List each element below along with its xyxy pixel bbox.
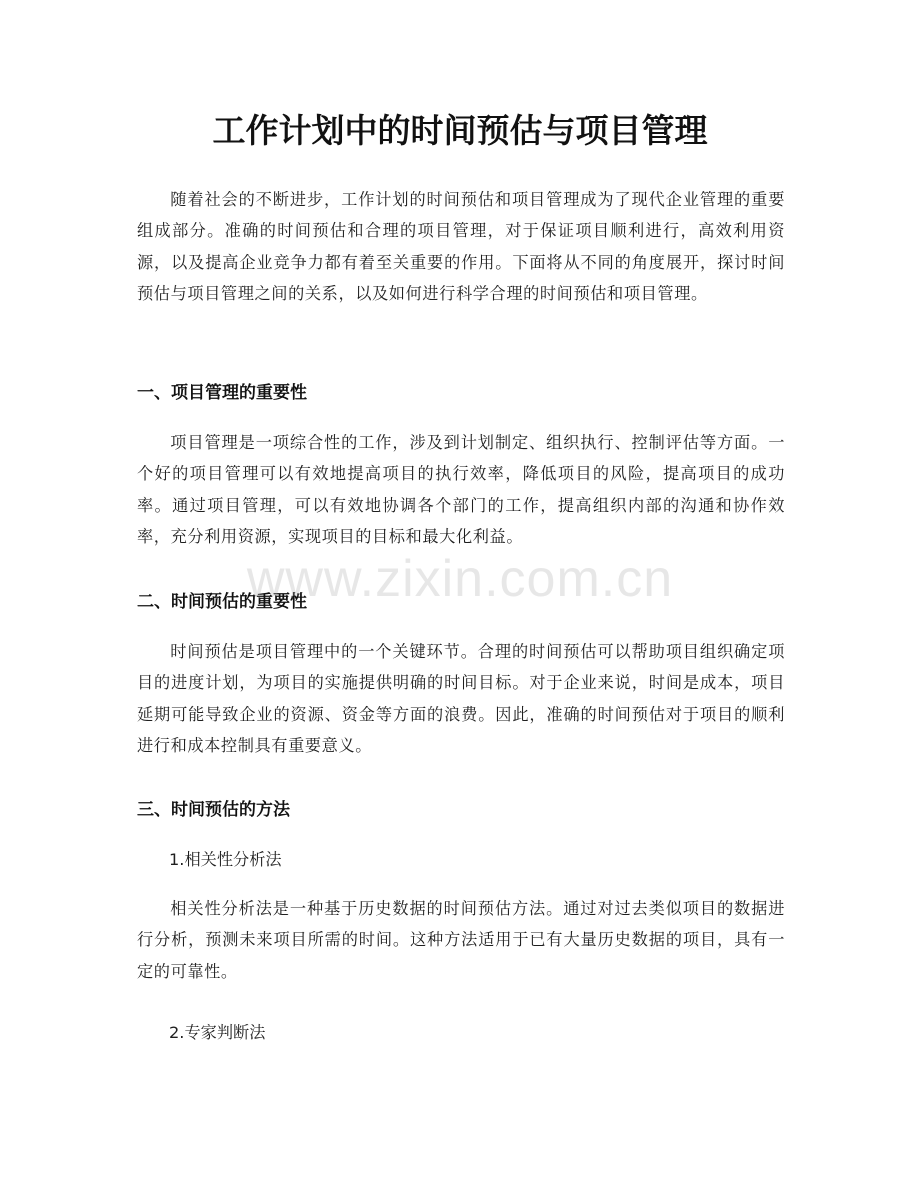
intro-text: 随着社会的不断进步，工作计划的时间预估和项目管理成为了现代企业管理的重要组成部分。准确的时间预估和合理的项目管理，对于保证项目顺利进行，高效利用资源，以及提高企业竞争力都有着至关重要的作用。下面将从不同的角度展开，探讨时间预估与项目管理之间的关系，以及如何进行科学合理的时间预估和项目管理。	[137, 190, 785, 304]
intro-paragraph	[137, 184, 785, 310]
watermark: www.zixin.com.cn	[246, 550, 674, 608]
section-heading-3: 三、时间预估的方法	[137, 800, 290, 820]
document-title: 工作计划中的时间预估与项目管理	[212, 111, 708, 150]
subitem-label-1: 1.相关性分析法	[169, 850, 282, 869]
section-1-paragraph	[137, 427, 785, 553]
section-1-text: 项目管理是一项综合性的工作，涉及到计划制定、组织执行、控制评估等方面。一个好的项目管理可以有效地提高项目的执行效率，降低项目的风险，提高项目的成功率。通过项目管理，可以有效地协调各个部门的工作，提高组织内部的沟通和协作效率，充分利用资源，实现项目的目标和最大化利益。	[137, 433, 785, 547]
section-2-paragraph	[137, 636, 785, 762]
subitem-label-2: 2.专家判断法	[169, 1023, 266, 1042]
section-2-text: 时间预估是项目管理中的一个关键环节。合理的时间预估可以帮助项目组织确定项目的进度计划，为项目的实施提供明确的时间目标。对于企业来说，时间是成本，项目延期可能导致企业的资源、资金等方面的浪费。因此，准确的时间预估对于项目的顺利进行和成本控制具有重要意义。	[137, 642, 785, 756]
section-heading-1: 一、项目管理的重要性	[137, 383, 307, 403]
subitem-1-text: 相关性分析法是一种基于历史数据的时间预估方法。通过对过去类似项目的数据进行分析，预测未来项目所需的时间。这种方法适用于已有大量历史数据的项目，具有一定的可靠性。	[137, 899, 785, 981]
section-heading-2: 二、时间预估的重要性	[137, 592, 307, 612]
subitem-1-paragraph	[137, 893, 785, 987]
